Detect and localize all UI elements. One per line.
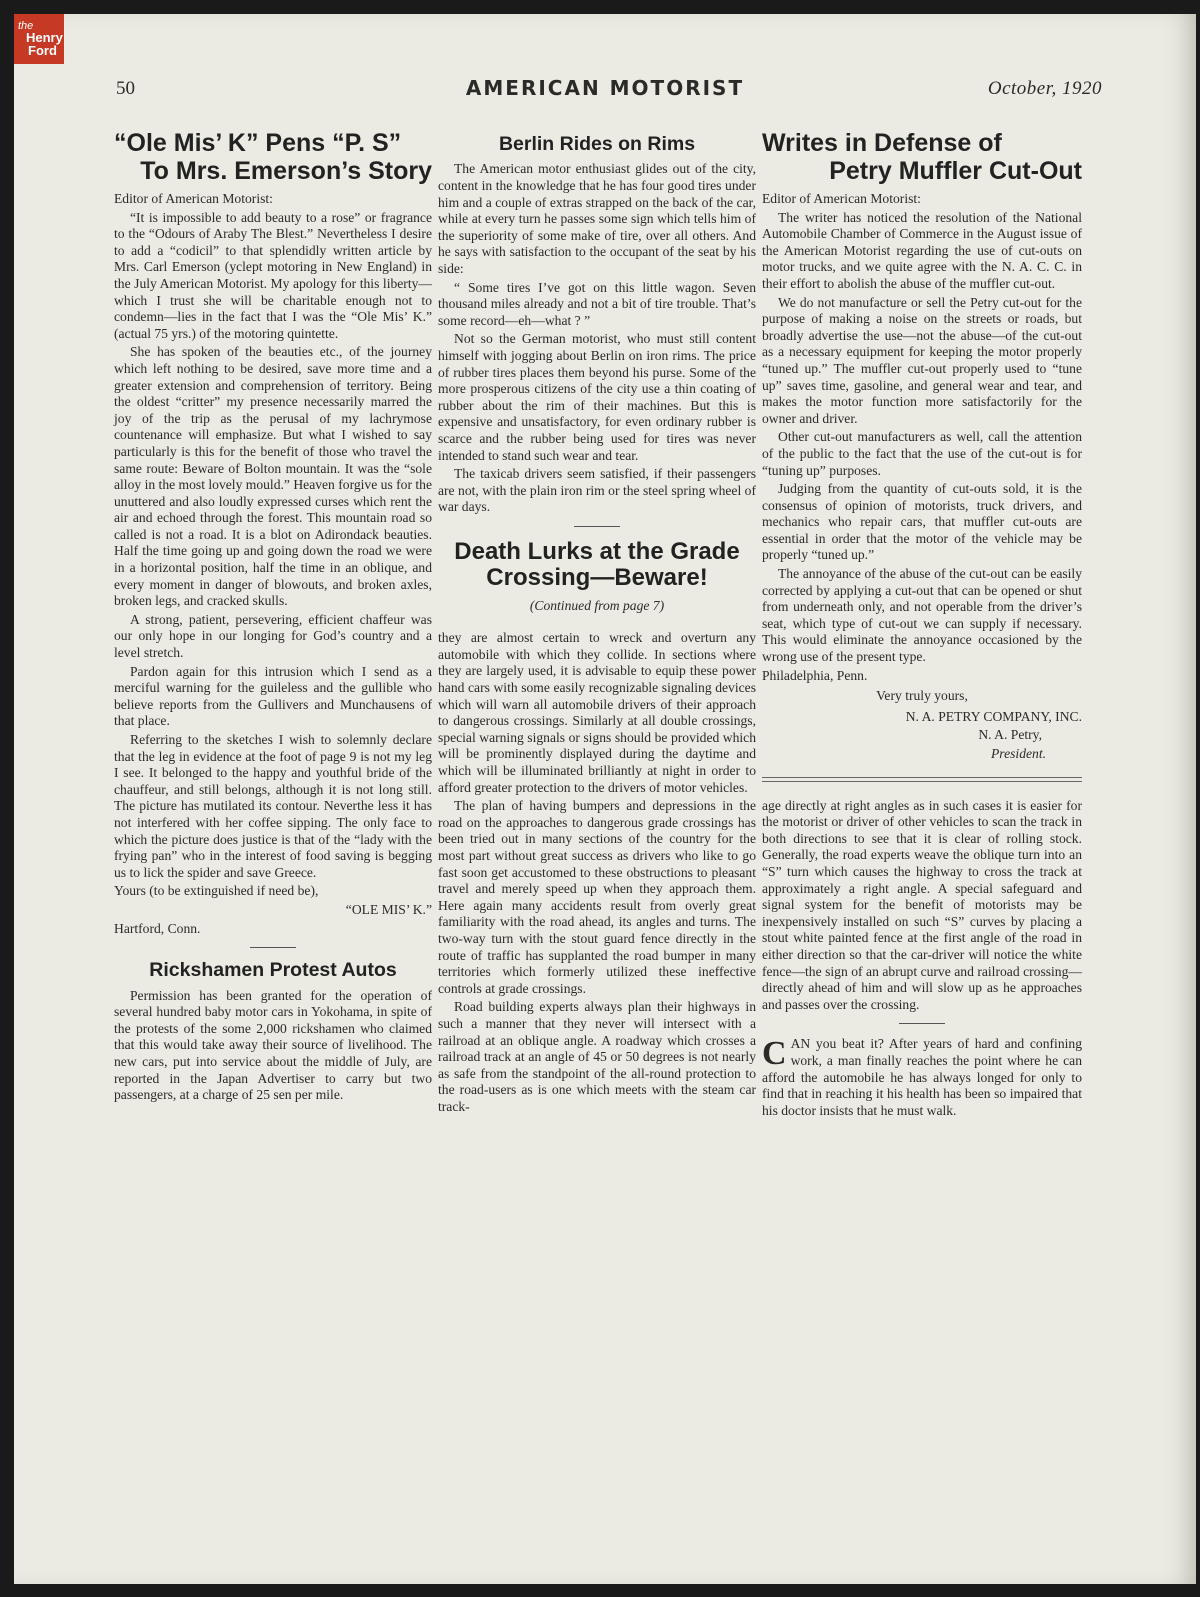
- magazine-page: [14, 14, 1196, 1584]
- place: Hartford, Conn.: [114, 920, 201, 936]
- signer: N. A. Petry,: [978, 727, 1042, 743]
- paragraph: Not so the German motorist, who must still content himself with jogging about Berlin on iron rims. The price of rubber tires places them beyond his purse. Some of the more prosperous citizens of the city use a thin coating of rubber about the rim of their machines. But this is expensive and unsatisfactory, for even ordinary rubber is scarce and the rubber being used for tires was never intended to stand such wear and tear.: [438, 331, 756, 463]
- paragraph: “It is impossible to add beauty to a rose” or fragrance to the “Odours of Araby The Blest.” Nevertheless I desire to add a “codicil” to that splendidly written article by Mrs. Carl Emerson (yclept motoring in New England) in the July American Motorist. My apology for this liberty—which I trust she will be charitable enough not to condemn—lies in the fact that I was the “Ole Mis’ K.” (actual 75 yrs.) of the motoring quintette.: [114, 209, 432, 341]
- paragraph: A strong, patient, persevering, efficient chaffeur was our only hope in our longing for God’s country and a level stretch.: [114, 611, 432, 661]
- article-title-rickshamen: Rickshamen Protest Autos: [149, 959, 397, 982]
- salutation: Editor of American Motorist:: [762, 191, 921, 206]
- paragraph: The annoyance of the abuse of the cut-out can be easily corrected by applying a cut-out that can be opened or shut from underneath only, and not operable from the driver’s seat, which type of cut-out we can supply if necessary. This would eliminate the annoyance occasioned by the wrong use of the present type.: [762, 566, 1082, 665]
- section-rule: [899, 1023, 945, 1024]
- column-3: [762, 130, 1082, 1121]
- closing: Very truly yours,: [876, 688, 968, 704]
- paragraph: they are almost certain to wreck and overturn any automobile with which they collide. In sections where they are largely used, it is advisable to equip these power hand cars with some easily recognizable signaling devices which will warn all automobile drivers of their approach to dangerous crossings. Similarly at all double crossings, special warning signals or signs should be provided which will be prominently displayed during the daytime and which will be illuminated brilliantly at night in order to afford greater protection to the drivers of motor vehicles.: [438, 630, 756, 795]
- article-title-petry: Writes in Defense of Petry Muffler Cut-Out: [762, 129, 1082, 185]
- paragraph: The plan of having bumpers and depressions in the road on the approaches to dangerous grade crossings has been tried out in many sections of the country for the most part without great success as drivers who like to go fast soon get accustomed to these obstructions to pleasant travel and merely speed up when they approach them. Here again many accidents result from overly great familiarity with the road ahead, its angles and turns. The two-way turn with the stout guard fence directly in the route of traffic has supplanted the road bumper in many territories which formerly utilized these ineffective controls at grade crossings.: [438, 798, 756, 996]
- paragraph: The writer has noticed the resolution of the National Automobile Chamber of Commerce in the August issue of the American Motorist regarding the use of cut-outs on motor trucks, and we quite agree with the N. A. C. C. in their effort to abolish the abuse of the muffler cut-out.: [762, 209, 1082, 291]
- double-rule: [762, 777, 1082, 782]
- article-title-ole-mis: “Ole Mis’ K” Pens “P. S” To Mrs. Emerson’s Story: [114, 129, 432, 185]
- paragraph: The American motor enthusiast glides out of the city, content in the knowledge that he has four good tires under him and a couple of extras strapped on the back of the car, while at every turn he passes some sign which tells him of the superiority of some make of tire, over all others. And he says with satisfaction to the occupant of the seat by his side:: [438, 161, 756, 276]
- issue-date: October, 1920: [987, 78, 1102, 99]
- paragraph: Referring to the sketches I wish to solemnly declare that the leg in evidence at the foot of page 9 is not my leg I see. It belonged to the happy and youthful bride of the chauffeur, and still belongs, although it is not long still. The picture has mutilated its contour. Neverthe less it has not interfered with her coffee sipping. The only face to which the picture does justice is that of the “lady with the frying pan” who in the interest of food saving is begging us to lick the spider and save Greece.: [114, 732, 432, 880]
- article-title-berlin: Berlin Rides on Rims: [498, 133, 696, 155]
- signer: “OLE MIS’ K.”: [345, 901, 432, 917]
- paragraph: We do not manufacture or sell the Petry cut-out for the purpose of making a noise on the streets or roads, but broadly advertise the use—not the abuse—of the cut-out as a necessary equipment for keeping the motor properly “tuned up.” The muffler cut-out properly used to “tune up” saves time, gasoline, and general wear and tear, and makes the motor function more satisfactorily for the owner and driver.: [762, 294, 1082, 426]
- henry-ford-logo: the Henry Ford: [14, 14, 64, 64]
- paragraph: Permission has been granted for the operation of several hundred baby motor cars in Yokohama, in spite of the protests of the some 2,000 rickshamen who claimed that this would take away their source of livelihood. The new cars, put into service about the middle of July, are reported in the Japan Advertiser to carry but two passengers, at a charge of 25 sen per mile.: [114, 987, 432, 1103]
- section-rule: [574, 526, 620, 527]
- continued-note: (Continued from page 7): [529, 597, 665, 613]
- filler-item: CAN you beat it? After years of hard and confining work, a man finally reaches the point where he can afford the automobile he has always longed for only to find that in reaching it his health has been so impaired that his doctor insists that he must walk.: [762, 1035, 1082, 1118]
- article-title-death-lurks: Death Lurks at the Grade Crossing—Beware!: [454, 537, 740, 592]
- page-number: 50: [116, 78, 135, 99]
- masthead: AMERICAN MOTORIST: [465, 76, 745, 100]
- company: N. A. PETRY COMPANY, INC.: [905, 708, 1082, 724]
- paragraph: Road building experts always plan their highways in such a manner that they never will intersect with a railroad at an oblique angle. A roadway which crosses a railroad track at an angle of 45 or 50 degrees is not nearly as safe from the standpoint of the all-round protection to the road-users as is one which meets with the steam car track-: [438, 999, 756, 1114]
- column-1: [114, 130, 432, 1106]
- paragraph: Other cut-out manufacturers as well, call the attention of the public to the fact that the use of the cut-out is for “tuning up” purposes.: [762, 429, 1082, 478]
- section-rule: [250, 947, 296, 948]
- paragraph: Judging from the quantity of cut-outs sold, it is the consensus of opinion of motorists, truck drivers, and mechanics who repair cars, that muffler cut-outs are essential in order that the motor of the vehicle may be properly “tuned up.”: [762, 481, 1082, 563]
- paragraph-continued: age directly at right angles as in such cases it is easier for the motorist or driver of other vehicles to scan the track in both directions to see that it is clear of rolling stock. Generally, the road experts weave the oblique turn into an “S” turn which causes the highway to cross the track at approximately a right angle. A special safeguard and signal system for the benefit of motorists may be inexpensively installed on such “S” curves by placing a stout white painted fence at the first angle of the road in either direction so that the car-driver will notice the white fence—the sign of an abrupt curve and railroad crossing—directly ahead of him and will slow up as he approaches and passes over the crossing.: [762, 797, 1082, 1012]
- column-2: [438, 130, 756, 1118]
- paragraph: She has spoken of the beauties etc., of the journey which left nothing to be desired, save more time and a greater extension and comprehension of territory. Being the oldest “critter” my presence necessarily marred the joy of the trip as the perusal of my lachrymose countenance will emphasize. But what I wished to say particularly is this for the benefit of those who travel the same route: Beware of Bolton mountain. It was the “sole alloy in the most lovely mould.” Heaven forgive us for the unuttered and also loudly expressed curses which rent the air and echoed through the forest. This mountain road so called is not a road. It is a blot on Adirondack beauties. Half the time going up and going down the road we were in a horizontal position, half the time in an oblique, and every moment in danger of blowouts, and broken axles, broken legs, and cracked skulls.: [114, 344, 432, 609]
- salutation: Editor of American Motorist:: [114, 191, 273, 206]
- paragraph: The taxicab drivers seem satisfied, if their passengers are not, with the plain iron rim or the steel spring wheel of war days.: [438, 466, 756, 515]
- place: Philadelphia, Penn.: [762, 667, 868, 683]
- signer-title: President.: [991, 746, 1046, 761]
- closing: Yours (to be extinguished if need be),: [114, 883, 319, 899]
- drop-cap: C: [762, 1035, 787, 1073]
- paragraph: “ Some tires I’ve got on this little wagon. Seven thousand miles already and not a bit of tire trouble. That’s some record—eh—what ? ”: [438, 279, 756, 328]
- paragraph: Pardon again for this intrusion which I send as a merciful warning for the guileless and the gullible who believe reports from the Gullivers and Munchausens of that place.: [114, 663, 432, 729]
